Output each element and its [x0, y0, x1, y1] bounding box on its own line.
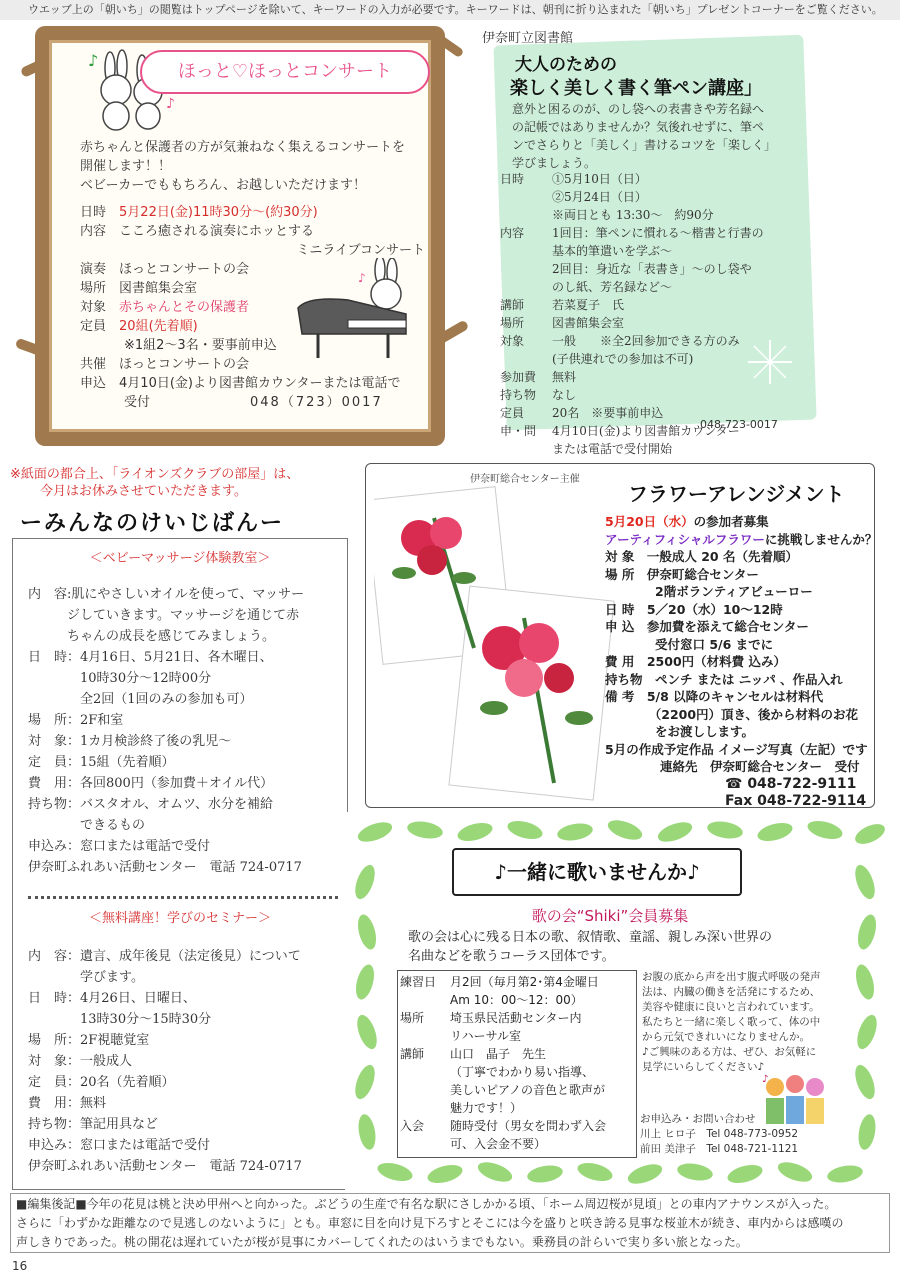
seminar-heading: ＜無料講座！学びのセミナー＞	[88, 911, 271, 926]
library-row-label: 定員	[500, 406, 525, 420]
concert-apply-label: 申込	[80, 376, 107, 391]
library-intro-line: 意外と困るのが、のし袋への表書きや芳名録へ	[512, 102, 765, 116]
chorus-contact	[640, 1112, 840, 1157]
library-row-label: 講師	[500, 298, 525, 312]
flower-row: 申 込 参加費を添えて総合センター	[605, 619, 809, 634]
seminar-line: 申込み：窓口または電話で受付	[28, 1138, 211, 1153]
concert-performer-label: 演奏	[80, 262, 107, 277]
chorus-side-line: ♪ご興味のある方は、ぜひ、お気軽に	[642, 1046, 817, 1058]
flower-row: 2階ボランティアビューロー	[605, 584, 813, 599]
library-row-label: 申・問	[500, 424, 537, 438]
flower-row: 備 考 5/8 以降のキャンセルは材料代	[605, 689, 824, 704]
svg-text:♪: ♪	[166, 96, 175, 112]
seminar-line: 定 員：20名（先着順）	[28, 1075, 175, 1090]
flower-tel: ☎ 048-722-9111	[725, 775, 857, 792]
library-row-value: ※両日とも 13:30～ 約90分	[552, 208, 714, 222]
chorus-contact-line: 川上 ヒロ子 Tel 048-773-0952	[640, 1128, 799, 1140]
concert-content-label: 内容	[80, 224, 107, 239]
baby-line: 対 象：1カ月検診終了後の乳児～	[28, 734, 232, 749]
concert-target: 赤ちゃんとその保護者	[119, 300, 250, 315]
flower-row: 受付窓口 5/6 までに	[605, 636, 774, 652]
concert-date: 5月22日(金)11時30分～(約30分)	[119, 205, 318, 220]
flower-row: 費 用 2500円（材料費 込み）	[605, 654, 786, 669]
library-row-value: 1回目：筆ペンに慣れる～楷書と行書の	[552, 226, 764, 240]
flower-sub-suffix: に挑戦しませんか？	[764, 531, 878, 547]
concert-performer: ほっとコンサートの会	[119, 262, 250, 277]
concert-phone: 048（723）0017	[250, 395, 383, 410]
library-details	[500, 170, 810, 458]
library-row-label: 参加費	[500, 370, 537, 384]
library-intro-line: ンでさらりと「美しく」書けるコツを「楽しく」	[512, 138, 777, 152]
library-row-value: (子供連れでの参加は不可)	[552, 352, 694, 366]
concert-intro-line: 赤ちゃんと保護者の方が気兼ねなく集えるコンサートを	[80, 140, 406, 155]
concert-host-label: 共催	[80, 357, 107, 372]
chorus-subtitle: 歌の会“Shiki”会員募集	[531, 907, 689, 925]
seminar-line: 対 象：一般成人	[28, 1054, 133, 1069]
library-row-value: なし	[552, 388, 577, 402]
concert-place-label: 場所	[80, 281, 107, 296]
flower-fax: Fax 048-722-9114	[725, 793, 867, 809]
svg-text:♪: ♪	[88, 51, 99, 70]
library-intro	[512, 100, 812, 172]
chorus-side-line: から元気できれいになりませんか。	[642, 1031, 810, 1043]
concert-intro-line: ベビーカーでももちろん、お越しいただけます！	[80, 178, 367, 193]
library-title-2: 楽しく美しく書く筆ペン講座」	[510, 78, 762, 99]
board-title: ーみんなのけいじばんー	[20, 511, 285, 536]
library-row-label: 対象	[500, 334, 525, 348]
editor-note-line: 声しきりであった。桃の開花は遅れていたが桜が見事にカバーしてくれたのはいうまでもない。乗務員の計らいで実り多い旅となった。	[16, 1235, 748, 1249]
chorus-contact-line: 前田 美津子 Tel 048-721-1121	[640, 1143, 799, 1155]
concert-capacity: 20組(先着順)	[119, 319, 198, 334]
seminar-line: 費 用：無料	[28, 1096, 107, 1111]
baby-line: 日 時：4月16日、5月21日、各木曜日、	[28, 650, 273, 665]
chorus-row-label: 場所	[400, 1011, 425, 1025]
library-row-label: 持ち物	[500, 388, 537, 402]
chorus-row-value: 埼玉県民活動センター内	[450, 1011, 582, 1025]
library-row-value: 無料	[552, 370, 577, 384]
flower-arrangement-photo	[374, 478, 619, 803]
chorus-contact-line: お申込み・お問い合わせ	[640, 1113, 756, 1125]
editor-note	[16, 1195, 888, 1252]
flower-date-suffix: の参加者募集	[693, 514, 769, 529]
dotted-divider	[28, 896, 338, 899]
baby-line: 持ち物：バスタオル、オムツ、水分を補給	[28, 797, 274, 812]
baby-massage-heading: ＜ベビーマッサージ体験教室＞	[89, 551, 271, 566]
editor-note-line: さらに「わずかな距離なので見逃しのないように」とも。車窓に目を向け見下ろすとそこには今を盛りと咲き誇る見事な桜並木が続き、車内からは感嘆の	[16, 1216, 844, 1230]
chorus-side-line: お腹の底から声を出す腹式呼吸の発声	[642, 971, 821, 983]
library-row-value: 20名 ※要事前申込	[552, 406, 664, 420]
flower-details	[605, 513, 878, 811]
notice-line: 今月はお休みさせていただきます。	[40, 484, 247, 499]
page-number: 16	[12, 1259, 28, 1273]
baby-line: 費 用：各回800円（参加費＋オイル代）	[28, 776, 274, 791]
library-row-value: 若菜夏子 氏	[552, 298, 625, 312]
concert-apply-2: 受付	[124, 395, 151, 410]
chorus-row-label: 練習日	[400, 975, 437, 989]
library-row-value: 基本的筆遣いを学ぶ～	[552, 244, 673, 258]
baby-line: 伊奈町ふれあい活動センター 電話 724-0717	[28, 860, 302, 875]
library-title-1: 大人のための	[515, 55, 617, 75]
chorus-side-text	[642, 970, 842, 1075]
library-row-value: のし紙、芳名録など～	[552, 280, 673, 294]
flower-date: 5月20日（水）	[605, 514, 694, 529]
baby-line: 全2回（1回のみの参加も可）	[28, 692, 253, 707]
sparkle-icon	[748, 340, 792, 384]
library-row-label: 日時	[500, 172, 525, 186]
chorus-row-value: Am 10：00～12：00）	[450, 993, 583, 1007]
chorus-intro	[408, 928, 838, 966]
flower-row: 連絡先 伊奈町総合センター 受付	[660, 759, 860, 774]
library-row-value: 2回目：身近な「表書き」～のし袋や	[552, 262, 752, 276]
chorus-row-label: 講師	[400, 1047, 425, 1061]
piano-rabbit-icon	[288, 258, 418, 363]
baby-line: ちゃんの成長を感じてみましょう。	[28, 629, 276, 644]
library-row-label: 場所	[500, 316, 525, 330]
chorus-row-value: 魅力です！）	[450, 1101, 523, 1115]
chorus-row-value: リハーサル室	[450, 1029, 522, 1043]
concert-target-label: 対象	[80, 300, 107, 315]
seminar-line: 日 時：4月26日、日曜日、	[28, 991, 196, 1006]
chorus-row-value: 随時受付（男女を問わず入会	[450, 1119, 607, 1133]
editor-note-line: ■編集後記■今年の花見は桃と決め甲州へと向かった。ぶどうの生産で有名な駅にさしかかる頃、「ホーム周辺桜が見頃」との車内アナウンスが入った。	[16, 1197, 837, 1211]
chorus-title: ♪一緒に歌いませんか♪	[452, 848, 742, 896]
baby-line: 場 所：2F和室	[28, 713, 124, 728]
baby-line: できるもの	[28, 818, 146, 833]
chorus-intro-line: 名曲などを歌うコーラス団体です。	[408, 949, 615, 964]
seminar-line: 場 所：2F視聴覚室	[28, 1033, 150, 1048]
baby-massage-details	[28, 584, 343, 878]
seminar-line: 13時30分～15時30分	[28, 1012, 212, 1027]
flower-row: 日 時 5／20（水）10～12時	[605, 601, 783, 617]
chorus-intro-line: 歌の会は心に残る日本の歌、叙情歌、童謡、親しみ深い世界の	[408, 930, 773, 945]
flower-sub: アーティフィシャルフラワー	[605, 531, 765, 547]
library-row-value: または電話で受付開始	[552, 442, 673, 456]
flower-row: 5月の作成予定作品 イメージ写真（左記）です	[605, 741, 868, 757]
chorus-side-line: 私たちと一緒に楽しく歌って、体の中	[642, 1016, 821, 1028]
chorus-row-value: 月2回（毎月第2･第4金曜日	[450, 975, 599, 989]
baby-line: 10時30分～12時00分	[28, 671, 212, 686]
chorus-row-value: 可、入会金不要）	[450, 1137, 547, 1151]
library-row-value: ②5月24日（日）	[552, 190, 647, 204]
library-org: 伊奈町立図書館	[482, 31, 574, 46]
concert-capacity-note: ※1組2～3名・要事前申込	[124, 338, 277, 353]
flower-org: 伊奈町総合センター主催	[470, 474, 580, 485]
concert-title: ほっと♡ほっとコンサート	[140, 50, 430, 94]
concert-intro-line: 開催します！！	[80, 159, 172, 174]
chorus-row-value: 美しいピアノの音色と歌声が	[450, 1083, 606, 1097]
chorus-info-rows	[400, 973, 640, 1153]
baby-line: ジしていきます。マッサージを通じて赤	[28, 608, 300, 623]
seminar-details	[28, 946, 343, 1177]
svg-text:♪: ♪	[358, 271, 366, 285]
library-intro-line: の記帳ではありませんか？気後れせずに、筆ペ	[512, 120, 765, 134]
top-banner: ウエッブ上の「朝いち」の閲覧はトップページを除いて、キーワードの入力が必要です。キーワードは、朝刊に折り込まれた「朝いち」プレゼントコーナーをご覧ください。	[0, 0, 900, 20]
library-row-value: 図書館集会室	[552, 316, 625, 330]
library-row-label: 内容	[500, 226, 525, 240]
notice-line: ※紙面の都合上、「ライオンズクラブの部屋」は、	[10, 467, 300, 482]
concert-host: ほっとコンサートの会	[119, 357, 250, 372]
library-row-value: ①5月10日（日）	[552, 172, 647, 186]
concert-content-2: ミニライブコンサート	[296, 243, 425, 258]
flower-row: 持ち物 ペンチ または ニッパ 、作品入れ	[605, 671, 843, 687]
seminar-line: 学びます。	[28, 970, 144, 985]
concert-intro	[80, 138, 420, 195]
flower-row: 場 所 伊奈町総合センター	[605, 566, 759, 582]
library-intro-line: 学びましょう。	[512, 156, 597, 170]
chorus-row-value: 山口 晶子 先生	[450, 1047, 547, 1061]
seminar-line: 伊奈町ふれあい活動センター 電話 724-0717	[28, 1159, 302, 1174]
concert-capacity-label: 定員	[80, 319, 107, 334]
flower-row: （2200円）頂き、後から材料のお花	[605, 706, 859, 722]
concert-date-label: 日時	[80, 205, 107, 220]
library-row-value: 4月10日(金)より図書館カウンター	[552, 424, 740, 438]
chorus-row-value: （丁寧でわかり易い指導、	[450, 1065, 595, 1079]
baby-line: 内 容:肌にやさしいオイルを使って、マッサー	[28, 587, 304, 602]
concert-place: 図書館集会室	[119, 281, 198, 296]
concert-apply: 4月10日(金)より図書館カウンターまたは電話で	[119, 376, 401, 391]
concert-content: こころ癒される演奏にホッとする	[119, 224, 315, 239]
baby-line: 申込み：窓口または電話で受付	[28, 839, 211, 854]
chorus-side-line: 美容や健康に良いと言われています。	[642, 1001, 820, 1013]
seminar-line: 持ち物：筆記用具など	[28, 1117, 159, 1132]
svg-text:♪: ♪	[762, 1074, 769, 1085]
chorus-side-line: 見学にいらしてください♪	[642, 1061, 765, 1073]
lions-club-notice	[10, 466, 355, 500]
flower-row: をお渡しします。	[605, 724, 755, 739]
library-phone: 048-723-0017	[700, 418, 778, 431]
seminar-line: 内 容：遺言、成年後見（法定後見）について	[28, 949, 301, 964]
flower-title: フラワーアレンジメント	[628, 482, 845, 506]
library-row-value: 一般 ※全2回参加できる方のみ	[552, 334, 740, 348]
flower-row: 対 象 一般成人 20 名（先着順）	[605, 549, 798, 564]
chorus-row-label: 入会	[400, 1119, 425, 1133]
baby-line: 定 員：15組（先着順）	[28, 755, 175, 770]
chorus-side-line: 法は、内臓の働きを活発にするため、	[642, 986, 821, 998]
